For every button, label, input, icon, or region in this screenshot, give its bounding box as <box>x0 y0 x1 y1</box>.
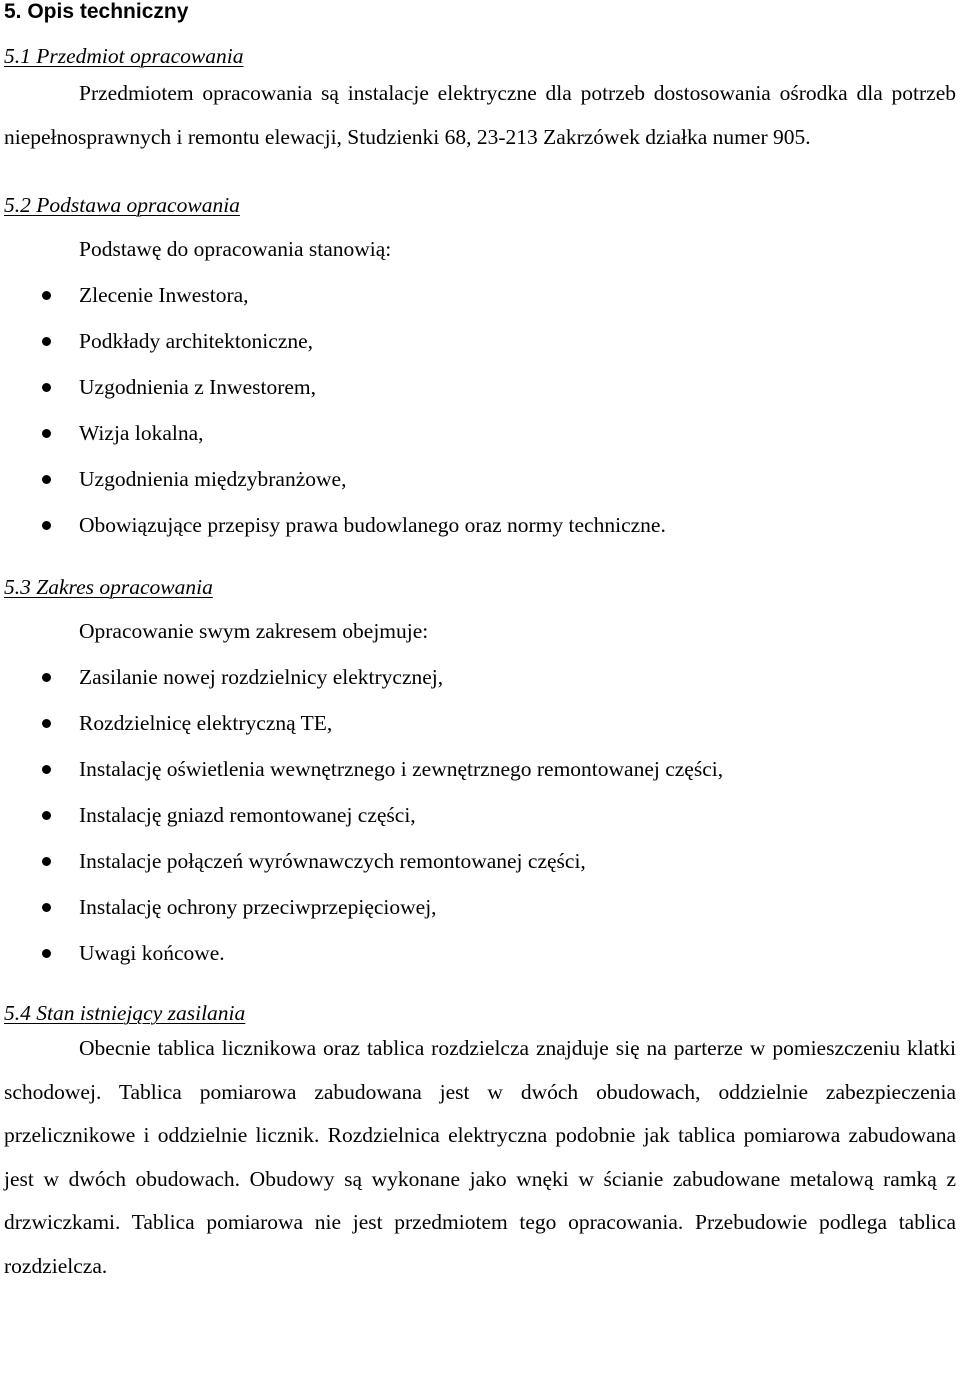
document-page <box>4 0 956 1288</box>
list-item <box>4 373 956 419</box>
bullet-icon <box>42 429 51 438</box>
section-paragraph <box>4 72 956 159</box>
list-item-text: Zlecenie Inwestora, <box>79 283 249 307</box>
section-heading: 5.1 Przedmiot opracowania <box>4 44 244 68</box>
list-item-text: Zasilanie nowej rozdzielnicy elektrycznej, <box>79 665 444 689</box>
list-item <box>4 801 956 847</box>
paragraph-text: Przedmiotem opracowania są instalacje elektryczne dla potrzeb dostosowania ośrodka dla potrzeb niepełnosprawnych i remontu elewacji, Studzienki 68, 23-213 Zakrzówek działka numer 905. <box>4 81 956 149</box>
bullet-icon <box>42 291 51 300</box>
bullet-icon <box>42 673 51 682</box>
document-title: 5. Opis techniczny <box>4 0 189 23</box>
list-item-text: Instalację gniazd remontowanej części, <box>79 803 416 827</box>
section-5-2 <box>4 191 956 557</box>
list-item <box>4 893 956 939</box>
list-item-text: Podkłady architektoniczne, <box>79 329 314 353</box>
list-item-text: Obowiązujące przepisy prawa budowlanego oraz normy techniczne. <box>79 513 666 537</box>
bullet-list <box>4 281 956 557</box>
bullet-icon <box>42 383 51 392</box>
section-heading: 5.2 Podstawa opracowania <box>4 193 240 217</box>
section-lead: Opracowanie swym zakresem obejmuje: <box>79 619 429 643</box>
bullet-icon <box>42 949 51 958</box>
section-5-3 <box>4 573 956 985</box>
section-lead: Podstawę do opracowania stanowią: <box>79 237 392 261</box>
list-item-text: Uwagi końcowe. <box>79 941 225 965</box>
bullet-icon <box>42 475 51 484</box>
list-item <box>4 755 956 801</box>
section-5-1 <box>4 42 956 159</box>
list-item <box>4 663 956 709</box>
section-heading: 5.4 Stan istniejący zasilania <box>4 1001 246 1025</box>
list-item <box>4 465 956 511</box>
paragraph-text: Obecnie tablica licznikowa oraz tablica rozdzielcza znajduje się na parterze w pomieszczeniu klatki schodowej. Tablica pomiarowa zabudowana jest w dwóch obudowach, oddzielnie zabezpieczenia przelicznikowe i oddzielnie licznik. Rozdzielnica elektryczna podobnie jak tablica pomiarowa zabudowana jest w dwóch obudowach. Obudowy są wykonane jako wnęki w ścianie zabudowane metalową ramką z drzwiczkami. Tablica pomiarowa nie jest przedmiotem tego opracowania. Przebudowie podlega tablica rozdzielcza. <box>4 1036 956 1278</box>
list-item <box>4 847 956 893</box>
bullet-icon <box>42 337 51 346</box>
list-item <box>4 511 956 557</box>
bullet-icon <box>42 765 51 774</box>
list-item <box>4 709 956 755</box>
list-item-text: Instalację oświetlenia wewnętrznego i zewnętrznego remontowanej części, <box>79 757 724 781</box>
list-item <box>4 939 956 985</box>
bullet-icon <box>42 719 51 728</box>
list-item-text: Wizja lokalna, <box>79 421 204 445</box>
bullet-icon <box>42 903 51 912</box>
list-item <box>4 327 956 373</box>
bullet-list <box>4 663 956 985</box>
bullet-icon <box>42 811 51 820</box>
list-item-text: Uzgodnienia międzybranżowe, <box>79 467 347 491</box>
bullet-icon <box>42 521 51 530</box>
list-item-text: Instalację ochrony przeciwprzepięciowej, <box>79 895 437 919</box>
list-item-text: Instalacje połączeń wyrównawczych remontowanej części, <box>79 849 586 873</box>
section-paragraph <box>4 1027 956 1288</box>
list-item-text: Rozdzielnicę elektryczną TE, <box>79 711 333 735</box>
list-item-text: Uzgodnienia z Inwestorem, <box>79 375 317 399</box>
section-5-4 <box>4 999 956 1288</box>
list-item <box>4 281 956 327</box>
bullet-icon <box>42 857 51 866</box>
section-heading: 5.3 Zakres opracowania <box>4 575 213 599</box>
list-item <box>4 419 956 465</box>
